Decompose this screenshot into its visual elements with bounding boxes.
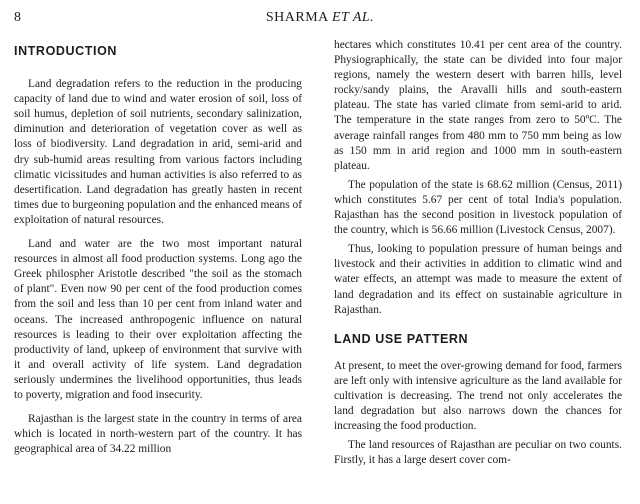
section-heading-land-use-pattern: LAND USE PATTERN (334, 331, 469, 346)
page-header (0, 10, 640, 34)
right-column (334, 38, 622, 468)
paragraph: At present, to meet the over-growing demand for food, farmers are left only with intensive agriculture as the land available for cultivation is decreasing. The trend not only accelerates the land degradation but also narrows down the chances for increasing the food production. (334, 359, 622, 433)
paragraph: The land resources of Rajasthan are peculiar on two counts. Firstly, it has a large desert cover com- (334, 439, 622, 467)
running-head-author: SHARMA (265, 10, 328, 25)
paragraph: Rajasthan is the largest state in the country in terms of area which is located in north-western part of the country. It has geographical area of 34.22 million (14, 413, 302, 456)
paragraph: Land degradation refers to the reduction in the producing capacity of land due to wind and water erosion of soil, loss of soil humus, depletion of soil nutrients, secondary salinization, diminution and deterioration of vegetation cover as well as loss of biodiversity. Land degradation in arid, semi-arid and dry sub-humid areas resulting from various factors including climatic vicissitudes and human activities is also referred to as desertification. Land degradation has greatly hasten in recent times due to burgeoning population and the enhanced means of exploitation of natural resources. (14, 78, 302, 226)
page-number: 8 (14, 10, 21, 25)
running-head (0, 10, 640, 26)
paragraph: The population of the state is 68.62 million (Census, 2011) which constitutes 5.67 per cent of total India's population. Rajasthan has the second position in livestock population of the country, which is 56.66 million (Livestock Census, 2007). (334, 178, 622, 237)
section-heading-introduction: INTRODUCTION (14, 44, 118, 58)
running-head-etal: ET AL. (331, 10, 375, 25)
paragraph: hectares which constitutes 10.41 per cent area of the country. Physiographically, the state can be divided into four major regions, namely the western desert with barren hills, level rocky/sandy plains, the Aravalli hills and south-eastern plateau. The state has varied climate from semi-arid to arid. The temperature in the state ranges from zero to 50ºC. The average rainfall ranges from 480 mm to 750 mm being as low as 150 mm in arid region and 1000 mm in south-eastern plateau. (334, 39, 622, 172)
left-column (14, 40, 302, 457)
paragraph: Land and water are the two most important natural resources in almost all food production systems. Long ago the Greek philospher Aristotle described "the soil as the stomach of plant". Even now 90 per cent of the food production comes from the soil and less than 10 per cent from inland water and oceans. The increased anthropogenic influence on natural resources is leading to their over exploitation affecting the productivity of land, upkeep of environment that survive with it and overall activity of life system. Land degradation seriously undermines the livelihood opportunities, thus leads to poverty, migration and food insecurity. (14, 238, 302, 401)
paragraph: Thus, looking to population pressure of human beings and livestock and their activities in addition to climatic wind and water effects, an attempt was made to measure the extent of land degradation and its effect on sustainable agriculture in Rajasthan. (334, 243, 622, 316)
